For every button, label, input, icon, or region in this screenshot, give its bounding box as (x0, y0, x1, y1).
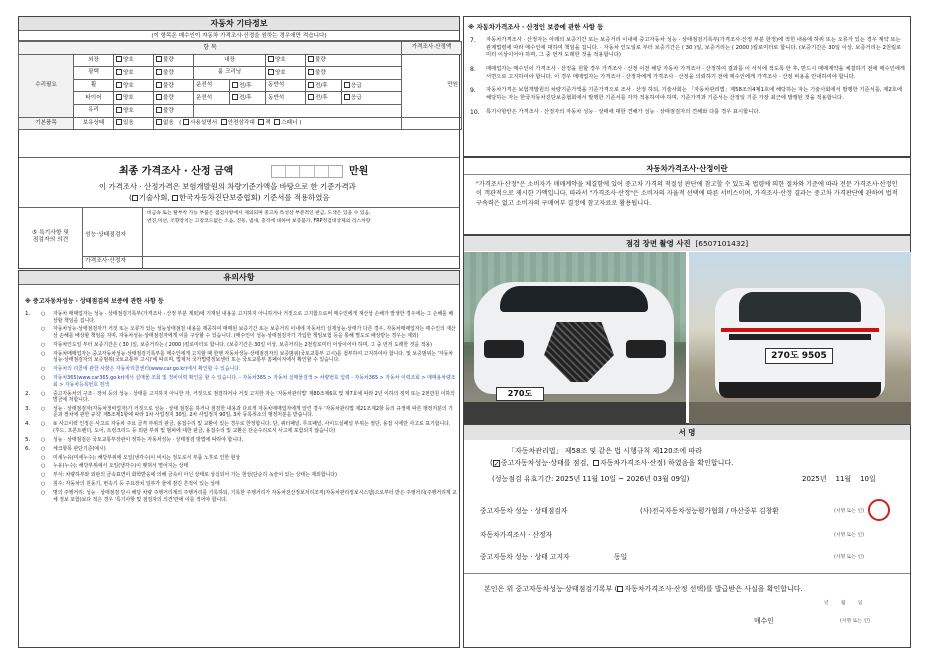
note-item (23, 421, 457, 434)
basis-line2: ( 기술사회, 한국자동차진단보증협회) 기준서를 적용하였음 (129, 193, 330, 202)
seal-stamp (868, 499, 890, 521)
checkbox[interactable] (132, 195, 138, 201)
front-plate: 270도 (496, 387, 544, 401)
checkbox[interactable] (156, 56, 162, 62)
note-item (23, 463, 457, 470)
opinion-section (19, 207, 459, 268)
notes-list (23, 311, 457, 506)
note-item (23, 326, 457, 339)
checkbox[interactable] (308, 69, 314, 75)
note-item (23, 437, 457, 444)
guarantee-item (470, 87, 906, 102)
sign-date (802, 475, 876, 484)
checkbox[interactable] (258, 119, 264, 125)
check-option: 자동차가격조사·산정) 하였음을 확인합니다. (600, 459, 734, 467)
basis-tail: ) 기준서를 적용하였음 (257, 193, 330, 202)
basis-option: 한국자동차진단보증협회 (179, 193, 258, 202)
bullet-icon: ○ (41, 405, 46, 412)
option-label: 스패너 (281, 120, 298, 127)
price-inspector-label: 가격조사·산정자 (85, 258, 127, 264)
guarantee-item (470, 109, 906, 117)
bullet-icon: ○ (41, 481, 46, 488)
guarantee-text: 매매업자는 매수인이 가격조사 · 산정을 원할 경우 가격조사 · 산정 이전 해당 자동차 가격조사 · 산정하여 결과를 이 서식에 적도록 한 후, 반드시 매매계약을 체결하기 전에 매수인에게 서면으로 고지하여야 합니다. 이 경우 매매업자는 가격조사 · 산정자에게 가격조사 · 산정을 의뢰하기 전에 매수인에게 가격조사 · 산정 비용을 안내하여야 합니다. (486, 66, 905, 80)
note-item (23, 406, 457, 419)
option-label: 전 (315, 95, 321, 102)
checkbox[interactable] (116, 56, 122, 62)
final-amount-unit: 만원 (349, 166, 369, 177)
guarantee-text: 자동차가격은 보험개발원의 차량기준가액을 기준가격으로 조사 · 산정 하되, 기술사회는 「자동차관리법」제58조의4제1호에 해당하는 자는 기술사회에서 발행한 기준서를, 제2호에 해당하는 자는 한국자동차진단보증협회에서 발행한 기준서를 각각 적용하여야 하며, 기준가격과 기준서는 산정일 기준 가장 최근에 발행된 것을 적용합니다. (486, 87, 902, 102)
note-text: ⑤ 사고이력 인정은 사고로 자동차 주요 골격 부위의 판금, 용접수리 및 교환이 있는 경우로 한정합니다. 단, 쿼터패널, 루프패널, 사이드실패널 부위는 절단, 용접 시에만 사고로 표기합니다. (후드, 프론트펜더, 도어, 트렁크리드 등 외판 부위 및 범퍼에 대한 판금, 용접수리 및 교환은 단순수리로서 사고에 포함되지 않습니다) (53, 421, 451, 434)
bullet-icon: ○ (41, 341, 46, 348)
checkbox[interactable] (308, 82, 314, 88)
option-label: 양호 (123, 95, 134, 102)
option-label: 불량 (163, 57, 174, 64)
option-label: 양호 (123, 82, 134, 89)
other-info-box (18, 16, 460, 269)
price-sign-hint: (서명 또는 인) (834, 533, 864, 538)
definition-title: 자동차가격조사·산정이란 (646, 164, 728, 173)
bullet-icon: ○ (41, 326, 46, 333)
bullet-icon: ○ (41, 472, 46, 479)
note-item (23, 391, 457, 404)
note-text: 부식: 차량하부와 외판의 금속표면이 화학반응에 의해 금속이 아닌 상태로 상실되어 가는 현상(단순히 녹슬어 있는 상태는 제외합니다) (53, 472, 337, 479)
seat-label: 운전석 (194, 79, 230, 92)
checkbox[interactable] (156, 107, 162, 113)
bullet-icon: ○ (41, 490, 46, 497)
checkbox[interactable] (268, 69, 274, 75)
notes-subtitle: ※ 중고자동차성능 · 상태점검의 보증에 관한 사항 등 (25, 298, 164, 305)
note-text: 성능 · 상태점검자(자동차정비업자)가 거짓으로 성능 · 상태 점검을 하거나 점검한 내용과 다르게 자동차매매업자에게 알린 경우 '자동차관리법 제21조제2항 등의 규정에 따른 행정처분의 기준과 절차에 관한 규칙' 제5조제1항에 따라 1차 사업정지 30일, 2차 사업정지 90일, 3차 등록취소의 행정처분을 받습니다. (53, 405, 453, 419)
option-label: 불량 (163, 69, 174, 76)
basis-line1: 이 가격조사 · 산정가격은 보험개발원의 차량기준가액을 바탕으로 한 기준가격과 (99, 182, 356, 191)
note-item (23, 351, 457, 364)
checkbox[interactable] (308, 94, 314, 100)
option-label: 양호 (123, 57, 134, 64)
seat-label: 동반석 (266, 92, 306, 105)
checkbox[interactable] (172, 195, 178, 201)
notes-title: 유의사항 (19, 271, 459, 285)
option-label: 양호 (123, 69, 134, 76)
option-label: 없음 (163, 120, 174, 127)
guarantee-text: 특기사항란은 가격조사 · 산정자의 자동차 성능 · 상태에 대한 견해가 성능 · 상태점검자의 견해와 다를 경우 표시합니다. (486, 108, 761, 115)
receipt-part: 본인은 위 중고자동차성능·상태점검기록부 (484, 585, 613, 593)
note-text: 자동차의 리콜에 관한 사항은 자동차리콜센터(www.car.go.kr)에서 확인할 수 있습니다. (53, 366, 241, 373)
checkbox[interactable] (221, 119, 227, 125)
basis-option: 기술사회, (138, 193, 170, 202)
photo-title-bar (464, 236, 910, 251)
checkbox[interactable] (344, 82, 350, 88)
note-number: 3. (25, 405, 31, 412)
checkbox[interactable] (344, 94, 350, 100)
row-name: 룸 크리닝 (194, 67, 266, 80)
option-label: 응급 (351, 82, 362, 89)
note-text: 누유(누수): 해당부위에서 오일(냉각수)이 맺혀서 떨어지는 상태 (53, 463, 189, 470)
col-item-header: 항 목 (19, 42, 402, 55)
other-info-table: 항 목 가격조사·산정액 수리필요 외장 양호 불량 내장 양호 불량 만원 광택 양호 불량 룸 크리닝 양호 불량 휠 양호 불량 운전석 전/후 동반석 전/후 응급 타이어 양호 불량 운전석 전/후 동반석 전/후 응급 유리 양호 불량 기본품목 보유상태 있음 없음 ( 사용설명서 안전삼각대 잭 스패너 ) (18, 41, 462, 130)
bullet-icon: ○ (41, 375, 46, 382)
checkbox[interactable] (116, 94, 122, 100)
signature-confirm: (✓중고자동차성능·상태를 점검, 자동차가격조사·산정) 하였음을 확인합니다. (490, 459, 734, 468)
front-car-photo (464, 252, 686, 424)
guarantee-text: 자동차가격조사 · 산정자는 아래의 보증기간 또는 보증거리 이내에 중고자동차 성능 · 상태점검기록부(가격조사·산정 부분 한정)에 적힌 내용에 허위 또는 오류가 있는 경우 계약 또는 관계법령에 따라 매수인에 대하여 책임을 집니다. · 자동차 인도일로 부터 보증기간은 ( 30 )일, 보증거리는 ( 2000 )킬로미터로 합니다. (보증기간은 30일 이상, 보증거리는 2천킬로미터 이상이어야 하며, 그 중 먼저 도래한 것을 적용합니다) (486, 37, 902, 59)
option-label: 후 (246, 95, 252, 102)
inspector-label: 중고자동차 성능 · 상태점검자 (480, 507, 568, 515)
checkbox[interactable] (116, 119, 122, 125)
option-label: 불량 (315, 69, 326, 76)
note-item (23, 490, 457, 503)
note-text: 자동차365(www.car365.go.kr)에서 실매물 조회 및 정비이력 확인을 할 수 있습니다. - 자동차365 > 자동차 실매물검색 > 차량번호 입력 - 자동차365 > 자동차 이력조회 > 매매용차량조회 > 자동차등록번호 검색 (53, 375, 456, 388)
checkbox[interactable] (156, 94, 162, 100)
note-text: 자동차인도일 부터 보증기간은 ( 30 )일, 보증거리는 ( 2000 )킬로미터로 합니다. (보증기간은 30일 이상, 보증거리는 2천킬로미터 이상이어야 하며, 그 중 먼저 도래한 것을 적용) (53, 341, 433, 348)
checkbox[interactable] (593, 460, 599, 466)
inspector-name: (사)전국자동차성능평가협회 / 마산중부 김창환 (640, 507, 779, 515)
col-price-header: 가격조사·산정액 (402, 42, 462, 55)
option-label: 불량 (315, 57, 326, 64)
price-guarantee-list (470, 37, 906, 122)
note-text: 자동차 매매업자는 성능 · 상태점검기록부(가격조사 · 산정 부분 제외)에 기재된 내용을 고지하지 아니하거나 거짓으로 고지함으로써 매수인에게 재산상 손해가 발생한 경우에는 그 손해를 배상할 책임을 집니다. (53, 311, 454, 324)
note-item (23, 472, 457, 479)
checkbox[interactable] (156, 69, 162, 75)
note-number: 6. (25, 445, 31, 452)
checkbox[interactable] (116, 107, 122, 113)
guarantee-item (470, 37, 906, 60)
perf-note-2: 엔진,미션, 조향장치는 고장코드없는 소음, 진동, 냄새, 충격에 대하여 보증불가, FRP정검대상제외 리스차량 (147, 219, 371, 224)
checkbox[interactable] (274, 119, 280, 125)
guarantee-number: 10. (470, 108, 480, 116)
option-label: 전 (239, 82, 245, 89)
option-label: 전 (239, 95, 245, 102)
note-text: 체크항목 판단기준(예시) (53, 445, 106, 452)
option-label: 양호 (275, 69, 286, 76)
seat-label: 동반석 (266, 79, 306, 92)
note-item (23, 311, 457, 324)
final-amount-row (19, 157, 459, 207)
bullet-icon: ○ (41, 421, 46, 428)
repair-label: 수리필요 (19, 54, 74, 117)
notes-box (18, 270, 460, 648)
opinion-label-line: 점검자의 의견 (32, 237, 69, 244)
checkbox[interactable] (268, 56, 274, 62)
signature-law: 「자동차관리법」 제58조 및 같은 법 시행규칙 제120조에 따라 (508, 447, 702, 455)
option-label: 후 (246, 82, 252, 89)
bullet-icon: ○ (41, 366, 46, 373)
receipt-year: 년 (824, 601, 829, 606)
date-day: 10일 (860, 475, 876, 483)
option-label: 사용설명서 (190, 120, 218, 127)
note-text: 성능 · 상태점검은 국토교통부장관이 정하는 자동차성능 · 상태점검 방법에 따라야 합니다. (53, 436, 244, 443)
checkbox[interactable] (116, 69, 122, 75)
rear-car-photo (689, 252, 911, 424)
row-name: 타이어 (74, 92, 114, 105)
guarantee-number: 8. (470, 66, 476, 74)
bullet-icon: ○ (41, 390, 46, 397)
note-item (23, 455, 457, 462)
checkbox-checked[interactable]: ✓ (493, 460, 500, 468)
photo-title: 점검 장면 촬영 사진 (625, 239, 691, 248)
note-text: 침수: 자동차의 원동기, 변속기 등 주요장치 일부가 물에 잠긴 흔적이 있는 상태 (53, 481, 220, 488)
tools-label: 보유상태 (74, 117, 114, 130)
checkbox[interactable] (232, 94, 238, 100)
checkbox[interactable] (308, 56, 314, 62)
bullet-icon: ○ (41, 445, 46, 452)
rear-plate: 270도 9505 (765, 348, 833, 364)
bullet-icon: ○ (41, 436, 46, 443)
receipt-day: 일 (857, 601, 863, 606)
note-text: 미세누유(미세누수): 해당부위에 오일(냉각수)이 비치는 정도로서 부품 노후로 인한 현상 (53, 454, 241, 461)
option-label: 있음 (123, 120, 134, 127)
option-label: 잭 (265, 120, 271, 127)
valid-period: (성능점검 유효기간: 2025년 11월 10일 ~ 2026년 03월 09일) (492, 475, 690, 483)
opinion-label-line: ⑤ 특기사항 및 (32, 230, 69, 236)
photo-code: [6507101432] (695, 239, 749, 248)
note-number: 5. (25, 436, 31, 443)
other-info-title: 자동차 기타정보 (19, 17, 459, 31)
note-item (23, 375, 457, 388)
checkbox[interactable] (156, 119, 162, 125)
price-guarantee-box (463, 16, 911, 157)
option-label: 불량 (163, 107, 174, 114)
receipt-month: 월 (840, 601, 846, 606)
option-label: 응급 (351, 95, 362, 102)
signature-title: 서 명 (464, 425, 910, 440)
note-text: 자동차성능·상태점검자가 거짓 또는 오류가 있는 성능상태점검 내용을 제공하여 매매된 보증기간 또는 보증거리 이내에 자동차의 실제성능·상태가 다른 경우, 자동차매매업자는 매수인의 재산상 손해를 배상할 책임을 지며, 자동차성능·상태점검자에게 이를 구상할 수 있습니다. (매수인이 성능·상태점검자가 가입한 책임보험 등을 통해 별도로 배상받는 경우는 제외) (53, 326, 456, 339)
bullet-icon: ○ (41, 350, 46, 357)
notifier-sign-hint: (서명 또는 인) (834, 555, 864, 560)
guarantee-number: 9. (470, 87, 476, 95)
checkbox[interactable] (156, 82, 162, 88)
receipt-date (824, 601, 862, 607)
note-text: 중고자동차의 구조 · 장치 등의 성능 · 상태를 고지하지 아니한 자, 거짓으로 점검하거나 거짓 고지한 자는 '자동차관리법' 제80조제6호 및 제7호에 따라 2년 이하의 징역 또는 2천만원 이하의 벌금에 처합니다. (53, 390, 455, 404)
basic-label: 기본품목 (19, 117, 74, 130)
price-inspector-sign-label: 자동차가격조사 · 산정자 (480, 531, 553, 539)
row-name: 휠 (74, 79, 114, 92)
bullet-icon: ○ (41, 454, 46, 461)
note-item (23, 342, 457, 349)
option-label: 후 (322, 95, 328, 102)
row-name: 외장 (74, 54, 114, 67)
receipt-text: 본인은 위 중고자동차성능·상태점검기록부 ( 자동차가격조사·산정 선택)를 발급받은 사실을 확인합니다. (484, 585, 803, 593)
final-amount-label: 최종 가격조사 · 산정 금액 (119, 166, 234, 177)
perf-note-1: 비금속 또는 탈부착 가능 부품은 점검사항에서 제외되며 중고차 특성상 부분적인 판금, 도색은 있을 수 있음, (147, 211, 371, 216)
checkbox[interactable] (116, 82, 122, 88)
definition-text: "가격조사·산정"은 소비자가 매매계약을 체결함에 있어 중고차 가격의 적절성 판단에 참고할 수 있도록 법령에 의한 절차와 기준에 따라 전문 가격조사·산정인이 객관적으로 제시한 가액입니다. 따라서 "가격조사·산정"은 소비자의 자율적 선택에 따른 서비스이며, 가격조사·산정 결과는 중고차 가격판단에 관하여 법적 구속력은 없고 소비자의 구매여부 결정에 참고자료로 활용됩니다. (476, 181, 898, 207)
price-guarantee-title: ※ 자동차가격조사 · 산정인 보증에 관한 사항 등 (468, 23, 604, 31)
option-label: 불량 (163, 82, 174, 89)
row-name: 광택 (74, 67, 114, 80)
seat-label: 운전석 (194, 92, 230, 105)
perf-inspector-label: 성능·상태점검자 (85, 232, 127, 238)
signature-section (463, 424, 911, 648)
note-number: 2. (25, 390, 31, 397)
receipt-part: 자동차가격조사·산정 선택)를 발급받은 사실을 확인합니다. (624, 585, 803, 593)
note-item (23, 446, 457, 453)
checkbox[interactable] (183, 119, 189, 125)
note-item (23, 481, 457, 488)
notifier-label: 중고자동차 성능 · 상태 고지자 (480, 553, 570, 561)
note-text: 자동차매매업자는 중고자동차성능·상태점검기록부를 매수인에게 고지할 때 한행 자동차성능·상태점검자의 보증범위(국토교통부 고시)를 첨부하여 고지하여야 합니다. 및 보증범위는 '자동차성능·상태점검자의 보증범위(국토교통부 고시)'에 따르며, 법제처 국가법령정보센터 또는 국토교통부 홈페이지에서 확인할 수 있습니다. (53, 350, 454, 364)
option-label: 불량 (163, 95, 174, 102)
option-label: 전 (315, 82, 321, 89)
guarantee-item (470, 66, 906, 81)
note-number: 1. (25, 311, 31, 317)
row-name: 내장 (194, 54, 266, 67)
price-unit: 만원 (402, 54, 462, 117)
note-text: 명의 주행거리: 성능 · 상태점검 당시 해당 차량 주행거리계의 주행거리를 기록하되, 기록한 주행거리가 자동차전산정보처리조직(자동차관리정보시스템)으로부터 받은 주행거리(주행거리계 교체 정보 포함)보다 적은 경우 '특기사항 및 점검자의 의견'란에 이를 적어야 합니다. (53, 490, 457, 503)
note-number: 4. (25, 421, 31, 428)
buyer-label: 매수인 (754, 617, 774, 625)
date-year: 2025년 (802, 475, 827, 483)
opinion-label (19, 208, 83, 269)
final-amount-boxes[interactable] (271, 165, 343, 178)
row-name: 유리 (74, 104, 114, 117)
option-label: 안전삼각대 (227, 120, 255, 127)
notifier-name: 동일 (614, 553, 628, 561)
guarantee-number: 7. (470, 37, 476, 44)
inspector-sign-hint: (서명 또는 인) (834, 509, 864, 514)
date-month: 11월 (835, 475, 852, 483)
option-label: 양호 (275, 57, 286, 64)
option-label: 양호 (123, 107, 134, 114)
buyer-sign-hint: (서명 또는 인) (840, 619, 870, 624)
note-item (23, 366, 457, 373)
option-label: 후 (322, 82, 328, 89)
checkbox[interactable] (232, 82, 238, 88)
bullet-icon: ○ (41, 463, 46, 470)
photo-section (463, 235, 911, 424)
check-option: 중고자동차성능·상태를 점검, (500, 459, 589, 467)
definition-box (463, 157, 911, 235)
checkbox[interactable] (617, 586, 623, 592)
bullet-icon: ○ (41, 311, 46, 317)
other-info-subtitle: (이 항목은 매수인이 자동차 가격조사·산정을 원하는 경우에만 적습니다) (19, 31, 459, 41)
